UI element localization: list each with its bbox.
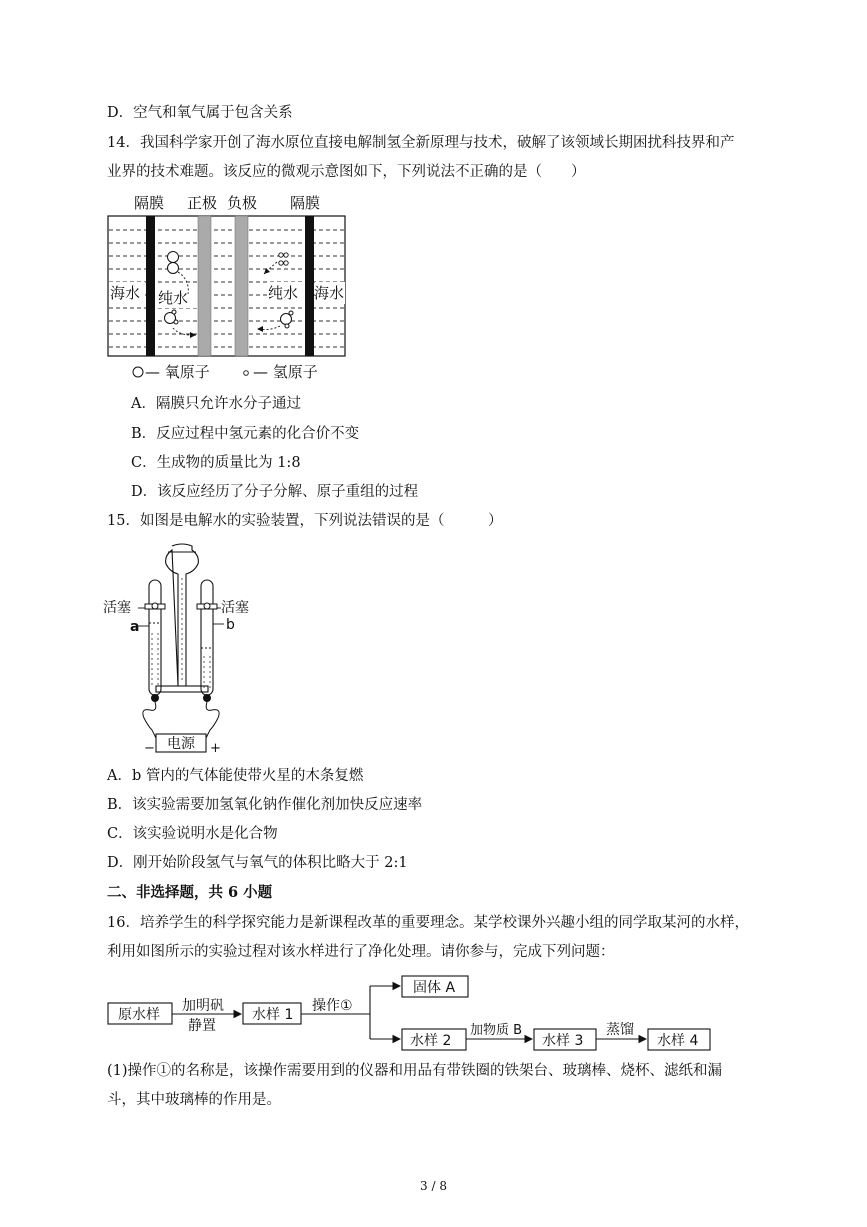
question-15-stem: 15．如图是电解水的实验装置，下列说法错误的是（ ）: [107, 513, 503, 529]
question-16-stem-line2: 利用如图所示的实验过程对该水样进行了净化处理。请你参与，完成下列问题：: [107, 944, 615, 960]
flow-distill: 蒸馏: [606, 1022, 634, 1038]
membrane-left: [146, 216, 155, 356]
hydrogen-molecule-right: [279, 253, 288, 265]
label-seawater-left: 海水: [110, 284, 141, 302]
electrolysis-cell-diagram: [100, 188, 360, 388]
cathode-plate: [235, 216, 248, 356]
label-stopcock-right: 活塞: [221, 600, 249, 616]
hydrogen-atom-icon: [244, 371, 249, 376]
flow-step1-top: 加明矾: [182, 998, 224, 1014]
option-13-d: D．空气和氧气属于包含关系: [107, 105, 293, 121]
water-molecule-right: [281, 311, 294, 328]
question-16-sub1-line1: (1)操作①的名称是，该操作需要用到的仪器和用品有带铁圈的铁架台、玻璃棒、烧杯、滤纸和漏: [107, 1063, 723, 1079]
stopcock-right-icon: [197, 603, 217, 609]
label-pure-water-right: 纯水: [268, 284, 299, 302]
flow-sample-1: 水样 1: [252, 1007, 294, 1023]
water-electrolysis-apparatus: [100, 538, 260, 758]
label-power: 电源: [167, 736, 195, 752]
label-membrane-right: 隔膜: [290, 194, 321, 212]
flow-operation-1: 操作①: [312, 998, 353, 1014]
label-pure-water-left: 纯水: [158, 289, 189, 307]
question-16-stem-line1: 16．培养学生的科学探究能力是新课程改革的重要理念。某学校课外兴趣小组的同学取某河的水样，: [107, 915, 749, 931]
membrane-right: [305, 216, 314, 356]
label-a: a: [130, 619, 140, 635]
flow-sample-3: 水样 3: [542, 1033, 584, 1049]
oxygen-atom-icon: [133, 367, 143, 377]
question-16-sub1-line2: 斗，其中玻璃棒的作用是。: [107, 1092, 281, 1108]
label-stopcock-left: 活塞: [103, 600, 131, 616]
question-14-stem-line1: 14．我国科学家开创了海水原位直接电解制氢全新原理与技术，破解了该领域长期困扰科技界和产: [107, 135, 735, 151]
flow-solid-a: 固体 A: [413, 980, 456, 996]
label-plus: +: [210, 741, 221, 756]
question-14-stem-line2: 业界的技术难题。该反应的微观示意图如下，下列说法不正确的是（ ）: [107, 164, 586, 180]
flow-step1-bottom: 静置: [188, 1018, 216, 1034]
flow-sample-4: 水样 4: [657, 1033, 699, 1049]
option-15-a: A．b 管内的气体能使带火星的木条复燃: [107, 768, 364, 784]
water-molecule-left: [165, 310, 179, 324]
option-15-b: B．该实验需要加氢氧化钠作催化剂加快反应速率: [107, 797, 423, 813]
tube-a: [149, 580, 161, 695]
tube-b: [201, 580, 213, 695]
oxygen-molecule-left: [168, 252, 179, 274]
option-15-d: D．刚开始阶段氢气与氧气的体积比略大于 2:1: [107, 855, 408, 871]
water-purification-flowchart: [100, 966, 740, 1058]
wires: [143, 702, 219, 738]
section-heading: 二、非选择题，共 6 小题: [107, 884, 273, 901]
bottom-connector: [156, 686, 208, 692]
flow-sample-2: 水样 2: [410, 1033, 452, 1049]
legend-hydrogen-label: — 氢原子: [253, 363, 318, 381]
legend-hydrogen: [244, 363, 318, 381]
label-membrane-left: 隔膜: [134, 194, 165, 212]
option-14-d: D．该反应经历了分子分解、原子重组的过程: [131, 484, 419, 500]
flow-raw-water: 原水样: [118, 1007, 160, 1023]
label-anode: 正极: [187, 194, 218, 212]
option-15-c: C．该实验说明水是化合物: [107, 826, 278, 842]
option-14-a: A．隔膜只允许水分子通过: [131, 396, 301, 412]
label-seawater-right: 海水: [314, 284, 345, 302]
label-minus: −: [144, 741, 155, 756]
flow-add-b: 加物质 B: [470, 1023, 523, 1038]
label-b: b: [226, 617, 235, 633]
label-cathode: 负极: [227, 194, 258, 212]
anode-plate: [198, 216, 211, 356]
legend-oxygen: [133, 363, 210, 381]
electrodes: [151, 694, 211, 702]
stopcock-left-icon: [145, 603, 165, 609]
page-number: 3 / 8: [420, 1179, 447, 1193]
option-14-b: B．反应过程中氢元素的化合价不变: [131, 426, 360, 442]
option-14-c: C．生成物的质量比为 1:8: [131, 455, 301, 471]
legend-oxygen-label: — 氧原子: [145, 363, 210, 381]
